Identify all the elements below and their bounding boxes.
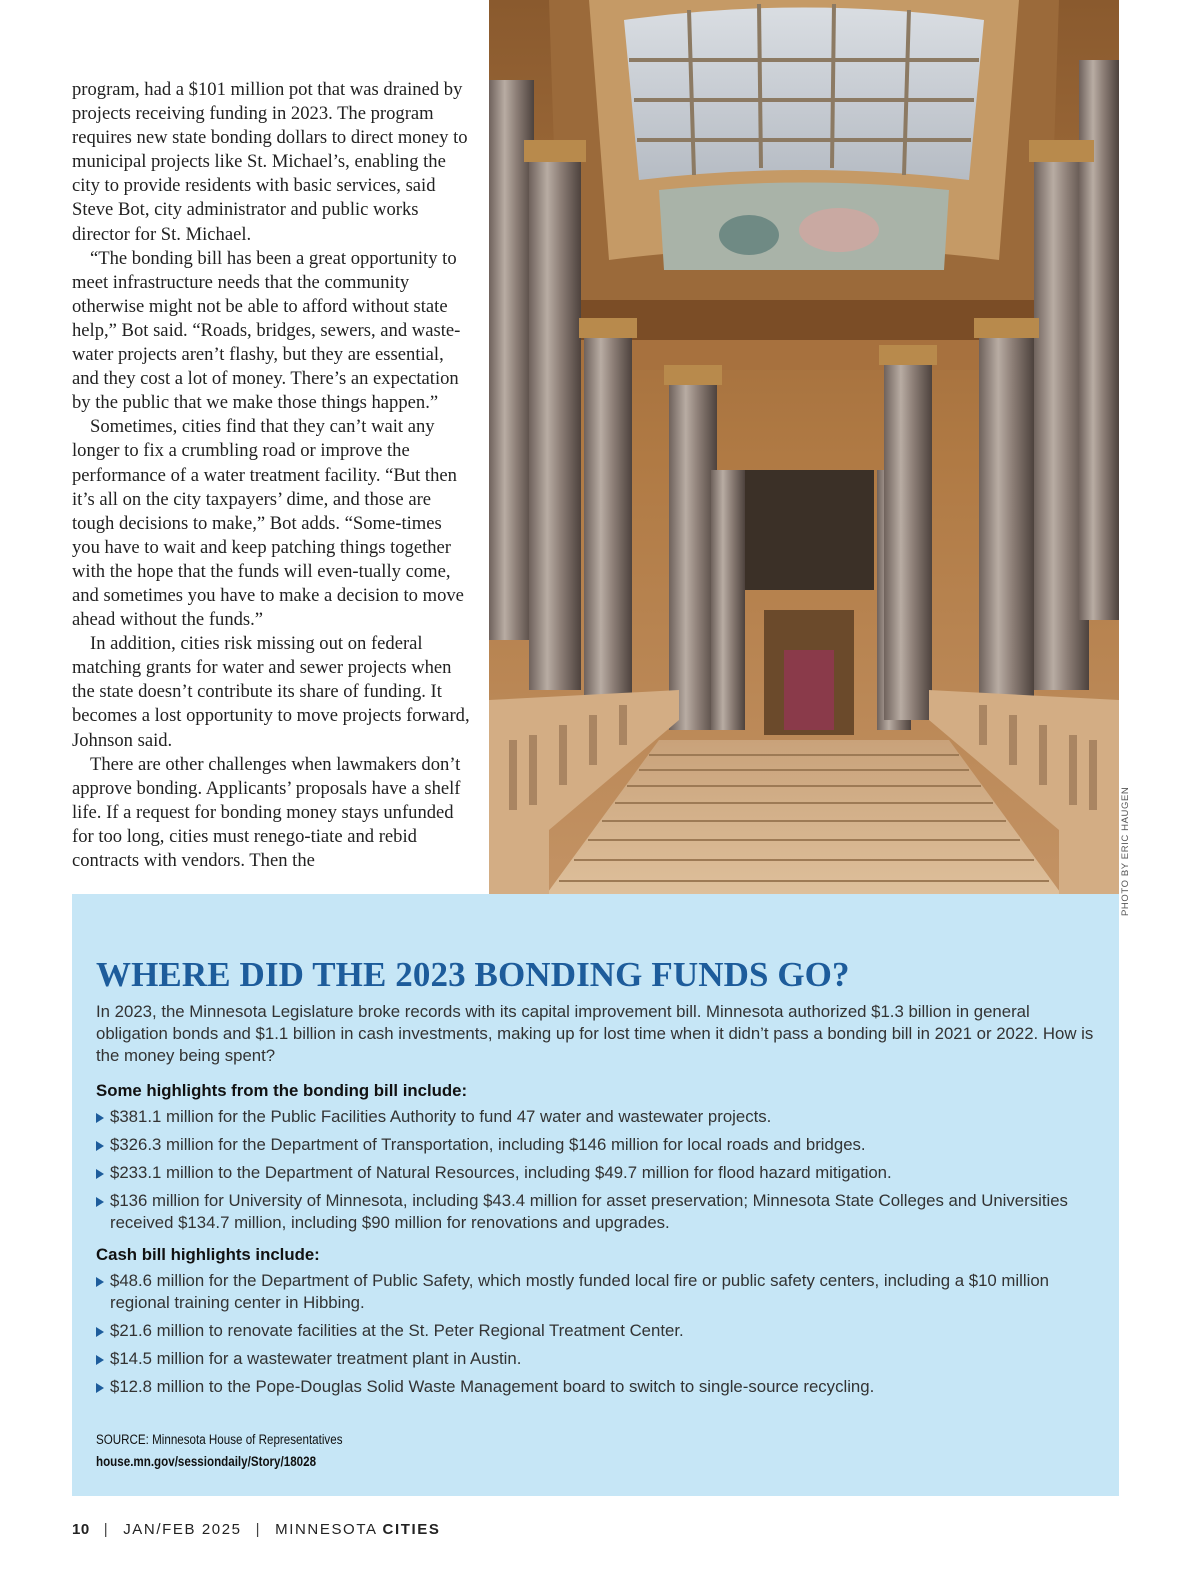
- list-item-text: $381.1 million for the Public Facilities Authority to fund 47 water and wastewater projects.: [110, 1107, 772, 1126]
- photo-credit: PHOTO BY ERIC HAUGEN: [1120, 786, 1131, 916]
- triangle-bullet-icon: [96, 1169, 104, 1179]
- triangle-bullet-icon: [96, 1141, 104, 1151]
- list-item-text: $136 million for University of Minnesota, including $43.4 million for asset preservation; Minnesota State Colleges and Universities received $134.7 million, including $90 million for renovations and upgrades.: [110, 1191, 1068, 1232]
- publication-name-bold: CITIES: [382, 1521, 441, 1538]
- sidebar-intro: In 2023, the Minnesota Legislature broke records with its capital improvement bill. Minnesota authorized $1.3 billion in general obligation bonds and $1.1 billion in cash investments, making up for lost time when it didn’t pass a bonding bill in 2021 or 2022. How is the money being spent?: [96, 1002, 1094, 1065]
- publication-name: MINNESOTA: [275, 1521, 377, 1538]
- bonding-funds-sidebar: [72, 894, 1119, 1496]
- page-number: 10: [72, 1521, 90, 1538]
- article-paragraph: In addition, cities risk missing out on federal matching grants for water and sewer projects when the state doesn’t contribute its share of funding. It becomes a lost opportunity to move projects forward, Johnson said.: [72, 633, 470, 751]
- article-paragraph: Sometimes, cities find that they can’t wait any longer to fix a crumbling road or improve the performance of a water treatment facility. “But then it’s all on the city taxpayers’ dime, and those are tough decisions to make,” Bot adds. “Some-times you have to wait and keep patching things together with the hope that the funds will even-tually come, and sometimes you have to make a decision to move ahead without the funds.”: [72, 416, 464, 631]
- sidebar-title: WHERE DID THE 2023 BONDING FUNDS GO?: [96, 955, 850, 994]
- capitol-staircase-photo: [489, 0, 1119, 918]
- bonding-highlights-list: [96, 1106, 1096, 1234]
- footer-separator: |: [103, 1521, 110, 1538]
- footer-separator: |: [255, 1521, 262, 1538]
- source-citation: [96, 1429, 343, 1473]
- article-paragraph: There are other challenges when lawmakers don’t approve bonding. Applicants’ proposals have a shelf life. If a request for bonding money stays unfunded for too long, cities must renego-tiate and rebid contracts with vendors. Then the: [72, 753, 461, 871]
- list-item: [96, 1190, 1096, 1234]
- triangle-bullet-icon: [96, 1197, 104, 1207]
- list-item: [96, 1348, 1096, 1370]
- list-item-text: $21.6 million to renovate facilities at the St. Peter Regional Treatment Center.: [110, 1321, 684, 1340]
- triangle-bullet-icon: [96, 1383, 104, 1393]
- list-item: [96, 1320, 1096, 1342]
- list-item-text: $233.1 million to the Department of Natural Resources, including $49.7 million for flood hazard mitigation.: [110, 1163, 892, 1182]
- list-item-text: $48.6 million for the Department of Public Safety, which mostly funded local fire or public safety centers, including a $10 million regional training center in Hibbing.: [110, 1271, 1049, 1312]
- list-item-text: $326.3 million for the Department of Transportation, including $146 million for local roads and bridges.: [110, 1135, 866, 1154]
- list-item: [96, 1376, 1096, 1398]
- article-paragraph: “The bonding bill has been a great opportunity to meet infrastructure needs that the community otherwise might not be able to afford without state help,” Bot said. “Roads, bridges, sewers, and waste-water projects aren’t flashy, but they are essential, and they cost a lot of money. There’s an expectation by the public that we make those things happen.”: [72, 247, 461, 414]
- triangle-bullet-icon: [96, 1327, 104, 1337]
- list-item-text: $14.5 million for a wastewater treatment plant in Austin.: [110, 1349, 522, 1368]
- article-body: [72, 78, 474, 873]
- capitol-rotunda-illustration: [489, 0, 1119, 918]
- list-item: [96, 1270, 1096, 1314]
- source-label: SOURCE: Minnesota House of Representatives: [96, 1432, 343, 1447]
- bonding-highlights-heading: Some highlights from the bonding bill include:: [96, 1081, 468, 1100]
- cash-highlights-heading: Cash bill highlights include:: [96, 1245, 320, 1264]
- list-item: [96, 1162, 1096, 1184]
- triangle-bullet-icon: [96, 1113, 104, 1123]
- sidebar-body: [96, 1001, 1096, 1408]
- page-footer: [72, 1521, 440, 1538]
- list-item: [96, 1106, 1096, 1128]
- triangle-bullet-icon: [96, 1355, 104, 1365]
- article-paragraph: program, had a $101 million pot that was drained by projects receiving funding in 2023. The program requires new state bonding dollars to direct money to municipal projects like St. Michael’s, enabling the city to provide residents with basic services, said Steve Bot, city administrator and public works director for St. Michael.: [72, 79, 468, 245]
- issue-date: JAN/FEB 2025: [123, 1521, 242, 1538]
- list-item: [96, 1134, 1096, 1156]
- source-url: house.mn.gov/sessiondaily/Story/18028: [96, 1454, 317, 1469]
- cash-highlights-list: [96, 1270, 1096, 1398]
- triangle-bullet-icon: [96, 1277, 104, 1287]
- list-item-text: $12.8 million to the Pope-Douglas Solid Waste Management board to switch to single-source recycling.: [110, 1377, 875, 1396]
